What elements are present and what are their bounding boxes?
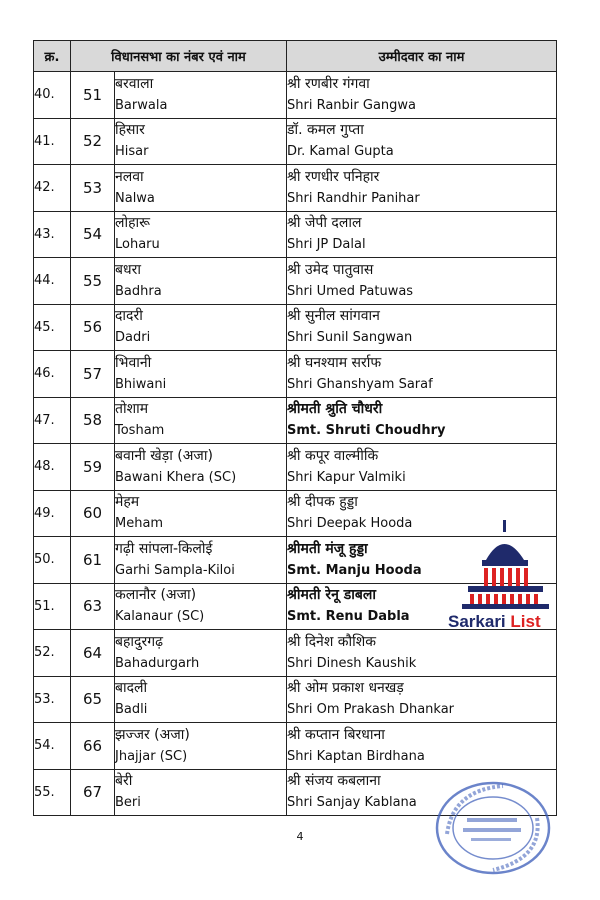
header-constituency: विधानसभा का नंबर एवं नाम bbox=[71, 41, 287, 72]
table-row bbox=[34, 304, 557, 351]
constituency-name bbox=[115, 676, 287, 723]
constituency-name-hindi: झज्जर (अजा) bbox=[115, 726, 190, 743]
table-row bbox=[34, 630, 557, 677]
table-row bbox=[34, 72, 557, 119]
constituency-number: 55 bbox=[71, 258, 115, 305]
constituency-number: 63 bbox=[71, 583, 115, 630]
constituency-name bbox=[115, 72, 287, 119]
candidate-name-hindi: श्री रणधीर पनिहार bbox=[287, 168, 380, 185]
constituency-name-hindi: बहादुरगढ़ bbox=[115, 633, 163, 650]
constituency-name-english: Bahadurgarh bbox=[115, 655, 200, 671]
candidate-name-english: Shri Ranbir Gangwa bbox=[287, 97, 417, 113]
constituency-name-hindi: कलानौर (अजा) bbox=[115, 587, 197, 604]
serial-number: 55. bbox=[34, 769, 71, 816]
constituency-name-hindi: बरवाला bbox=[115, 75, 154, 92]
candidate-name-english: Smt. Manju Hooda bbox=[287, 562, 422, 578]
candidate-name bbox=[287, 397, 557, 444]
table-row bbox=[34, 165, 557, 212]
constituency-number: 57 bbox=[71, 351, 115, 398]
constituency-name-english: Jhajjar (SC) bbox=[115, 748, 188, 764]
constituency-number: 67 bbox=[71, 769, 115, 816]
candidate-name-english: Shri Kaptan Birdhana bbox=[287, 748, 425, 764]
candidate-name-english: Shri Sanjay Kablana bbox=[287, 795, 417, 811]
candidate-name-english: Dr. Kamal Gupta bbox=[287, 144, 394, 160]
constituency-name-english: Kalanaur (SC) bbox=[115, 609, 205, 625]
constituency-name-hindi: लोहारू bbox=[115, 215, 151, 232]
table-row bbox=[34, 676, 557, 723]
candidate-name-hindi: श्री घनश्याम सर्राफ bbox=[287, 354, 382, 371]
serial-number: 46. bbox=[34, 351, 71, 398]
candidate-name-hindi: श्री ओम प्रकाश धनखड़ bbox=[287, 680, 404, 697]
constituency-name bbox=[115, 583, 287, 630]
constituency-name-english: Badhra bbox=[115, 283, 162, 299]
constituency-number: 66 bbox=[71, 723, 115, 770]
constituency-name-hindi: बेरी bbox=[115, 773, 133, 790]
candidate-name-hindi: श्रीमती मंजू हुड्डा bbox=[287, 540, 368, 557]
constituency-name-english: Barwala bbox=[115, 97, 168, 113]
constituency-name bbox=[115, 211, 287, 258]
constituency-name bbox=[115, 351, 287, 398]
constituency-name-hindi: भिवानी bbox=[115, 354, 152, 371]
constituency-name bbox=[115, 490, 287, 537]
candidate-name-english: Shri Deepak Hooda bbox=[287, 516, 413, 532]
candidate-name-english: Shri Ghanshyam Saraf bbox=[287, 376, 433, 392]
constituency-name-hindi: मेहम bbox=[115, 494, 140, 511]
candidate-name bbox=[287, 630, 557, 677]
candidate-name-hindi: श्री दीपक हुड्डा bbox=[287, 494, 358, 511]
constituency-name-english: Loharu bbox=[115, 237, 160, 253]
table-header-row bbox=[34, 41, 557, 72]
candidate-name-english: Shri JP Dalal bbox=[287, 237, 366, 253]
constituency-name bbox=[115, 165, 287, 212]
constituency-name-english: Bawani Khera (SC) bbox=[115, 469, 237, 485]
candidate-name-hindi: श्री जेपी दलाल bbox=[287, 215, 362, 232]
serial-number: 41. bbox=[34, 118, 71, 165]
serial-number: 40. bbox=[34, 72, 71, 119]
candidate-name-english: Shri Om Prakash Dhankar bbox=[287, 702, 455, 718]
constituency-number: 58 bbox=[71, 397, 115, 444]
candidate-name-hindi: श्री सुनील सांगवान bbox=[287, 308, 380, 325]
constituency-name-english: Nalwa bbox=[115, 190, 155, 206]
serial-number: 49. bbox=[34, 490, 71, 537]
constituency-name bbox=[115, 397, 287, 444]
table-row bbox=[34, 118, 557, 165]
serial-number: 45. bbox=[34, 304, 71, 351]
serial-number: 47. bbox=[34, 397, 71, 444]
constituency-number: 60 bbox=[71, 490, 115, 537]
candidate-name-hindi: श्री उमेद पातुवास bbox=[287, 261, 374, 278]
constituency-name-hindi: हिसार bbox=[115, 122, 145, 139]
constituency-name-hindi: तोशाम bbox=[115, 401, 149, 418]
constituency-name bbox=[115, 630, 287, 677]
table-row bbox=[34, 444, 557, 491]
candidate-name-hindi: श्रीमती श्रुति चौधरी bbox=[287, 401, 383, 418]
constituency-name-english: Badli bbox=[115, 702, 148, 718]
party-office-seal bbox=[433, 778, 553, 878]
candidate-name-english: Smt. Renu Dabla bbox=[287, 609, 410, 625]
header-serial: क्र. bbox=[34, 41, 71, 72]
constituency-number: 61 bbox=[71, 537, 115, 584]
candidate-name bbox=[287, 723, 557, 770]
candidate-name bbox=[287, 444, 557, 491]
table-body bbox=[34, 72, 557, 816]
constituency-number: 65 bbox=[71, 676, 115, 723]
constituency-name-hindi: बवानी खेड़ा (अजा) bbox=[115, 447, 213, 464]
constituency-name-english: Dadri bbox=[115, 330, 151, 346]
candidate-name-hindi: श्री कपूर वाल्मीकि bbox=[287, 447, 379, 464]
serial-number: 54. bbox=[34, 723, 71, 770]
table-row bbox=[34, 397, 557, 444]
table-row bbox=[34, 258, 557, 305]
candidate-name bbox=[287, 351, 557, 398]
candidate-name-english: Shri Kapur Valmiki bbox=[287, 469, 406, 485]
constituency-number: 56 bbox=[71, 304, 115, 351]
table-row bbox=[34, 211, 557, 258]
constituency-name bbox=[115, 118, 287, 165]
serial-number: 51. bbox=[34, 583, 71, 630]
candidate-name bbox=[287, 118, 557, 165]
constituency-name bbox=[115, 444, 287, 491]
constituency-name bbox=[115, 537, 287, 584]
constituency-name-hindi: गढ़ी सांपला-किलोई bbox=[115, 540, 213, 557]
constituency-number: 64 bbox=[71, 630, 115, 677]
constituency-name-english: Garhi Sampla-Kiloi bbox=[115, 562, 235, 578]
constituency-name bbox=[115, 723, 287, 770]
table-row bbox=[34, 723, 557, 770]
serial-number: 53. bbox=[34, 676, 71, 723]
candidate-name-hindi: श्री संजय कबलाना bbox=[287, 773, 381, 790]
constituency-number: 53 bbox=[71, 165, 115, 212]
constituency-name bbox=[115, 304, 287, 351]
serial-number: 42. bbox=[34, 165, 71, 212]
candidate-name bbox=[287, 676, 557, 723]
candidate-name bbox=[287, 72, 557, 119]
constituency-name bbox=[115, 769, 287, 816]
serial-number: 43. bbox=[34, 211, 71, 258]
constituency-name-english: Bhiwani bbox=[115, 376, 167, 392]
constituency-name-hindi: दादरी bbox=[115, 308, 143, 325]
candidate-name bbox=[287, 258, 557, 305]
candidate-name-hindi: श्रीमती रेनू डाबला bbox=[287, 587, 376, 604]
candidate-name bbox=[287, 165, 557, 212]
constituency-name bbox=[115, 258, 287, 305]
serial-number: 50. bbox=[34, 537, 71, 584]
candidate-name bbox=[287, 211, 557, 258]
serial-number: 52. bbox=[34, 630, 71, 677]
candidate-list-table bbox=[33, 40, 557, 816]
table-row bbox=[34, 351, 557, 398]
constituency-number: 54 bbox=[71, 211, 115, 258]
constituency-number: 59 bbox=[71, 444, 115, 491]
constituency-name-hindi: नलवा bbox=[115, 168, 144, 185]
candidate-name-hindi: श्री दिनेश कौशिक bbox=[287, 633, 377, 650]
constituency-name-hindi: बधरा bbox=[115, 261, 141, 278]
watermark-brand: Sarkari List bbox=[448, 612, 541, 631]
serial-number: 44. bbox=[34, 258, 71, 305]
candidate-name bbox=[287, 304, 557, 351]
constituency-number: 52 bbox=[71, 118, 115, 165]
constituency-number: 51 bbox=[71, 72, 115, 119]
serial-number: 48. bbox=[34, 444, 71, 491]
candidate-name-hindi: श्री कप्तान बिरधाना bbox=[287, 726, 385, 743]
constituency-name-english: Meham bbox=[115, 516, 164, 532]
candidate-name-hindi: डॉ. कमल गुप्ता bbox=[287, 122, 364, 139]
candidate-name-english: Shri Randhir Panihar bbox=[287, 190, 420, 206]
candidate-name-english: Shri Umed Patuwas bbox=[287, 283, 414, 299]
constituency-name-english: Hisar bbox=[115, 144, 149, 160]
constituency-name-english: Beri bbox=[115, 795, 141, 811]
candidate-name-english: Shri Dinesh Kaushik bbox=[287, 655, 417, 671]
candidate-name-hindi: श्री रणबीर गंगवा bbox=[287, 75, 370, 92]
candidate-name-english: Smt. Shruti Choudhry bbox=[287, 423, 446, 439]
candidate-name-english: Shri Sunil Sangwan bbox=[287, 330, 413, 346]
page-number: 4 bbox=[296, 830, 304, 843]
constituency-name-hindi: बादली bbox=[115, 680, 148, 697]
constituency-name-english: Tosham bbox=[115, 423, 165, 439]
header-candidate: उम्मीदवार का नाम bbox=[287, 41, 557, 72]
